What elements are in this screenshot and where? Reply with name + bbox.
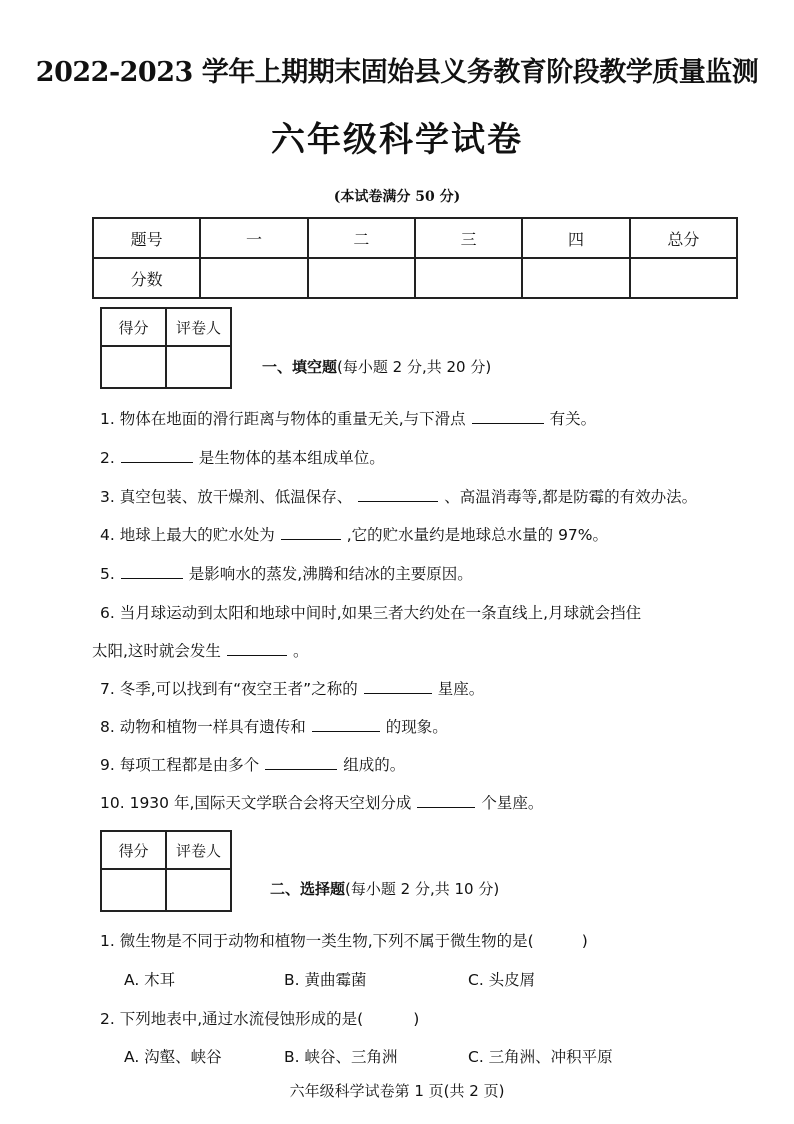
table-header-cell: 四 [522,218,629,258]
question-5 [100,562,473,584]
question-text: 1. 物体在地面的滑行距离与物体的重量无关,与下滑点 [100,410,466,428]
answer-blank[interactable] [312,717,380,732]
question-text: ) [581,932,588,950]
section2-heading [270,878,499,899]
question-8 [100,715,448,737]
grader-name-label: 评卷人 [166,308,231,346]
grader-score-label: 得分 [101,831,166,869]
score-cell[interactable] [630,258,737,298]
choice-option[interactable]: A. 木耳 [124,971,176,989]
grader-score-label: 得分 [101,308,166,346]
question-1 [100,407,596,429]
choice-option[interactable]: C. 三角洲、冲积平原 [468,1048,613,1066]
section1-heading [262,356,491,377]
answer-blank[interactable] [472,409,544,424]
table-header-cell: 二 [308,218,415,258]
question-text: 、高温消毒等,都是防霉的有效办法。 [444,488,698,506]
score-summary-table [92,217,738,299]
grader-score-cell[interactable] [101,346,166,388]
question-text: 星座。 [437,680,485,698]
choice-question-1 [100,929,588,951]
grader-box-section1 [100,307,232,389]
section1-title: 一、填空题 [262,358,338,376]
answer-blank[interactable] [121,448,193,463]
exam-header-title: 2022-2023 学年上期期末固始县义务教育阶段教学质量监测 [35,57,759,88]
question-text: 。 [292,642,309,660]
grader-name-cell[interactable] [166,869,231,911]
answer-blank[interactable] [364,679,432,694]
question-text: ,它的贮水量约是地球总水量的 97%。 [346,526,609,544]
question-9 [100,753,405,775]
question-text: 4. 地球上最大的贮水处为 [100,526,275,544]
section1-note: (每小题 2 分,共 20 分) [337,358,492,376]
table-row-label: 分数 [93,258,200,298]
choice-option[interactable]: A. 沟壑、峡谷 [124,1048,222,1066]
choice-question-2 [100,1007,419,1029]
question-6-line2 [92,639,308,661]
table-header-cell: 总分 [630,218,737,258]
score-cell[interactable] [522,258,629,298]
table-row [93,218,737,258]
question-text: 组成的。 [343,756,406,774]
total-score-note: (本试卷满分 50 分) [333,189,461,205]
grader-name-cell[interactable] [166,346,231,388]
question-text: 的现象。 [385,718,448,736]
answer-blank[interactable] [227,641,287,656]
score-cell[interactable] [308,258,415,298]
question-text: 个星座。 [481,794,544,812]
score-cell[interactable] [200,258,307,298]
question-text: 6. 当月球运动到太阳和地球中间时,如果三者大约处在一条直线上,月球就会挡住 [100,604,642,622]
question-3 [100,485,697,507]
answer-blank[interactable] [358,487,438,502]
question-text: 有关。 [549,410,597,428]
answer-blank[interactable] [121,564,183,579]
question-text: 1. 微生物是不同于动物和植物一类生物,下列不属于微生物的是( [100,932,534,950]
table-header-cell: 题号 [93,218,200,258]
question-text: 是影响水的蒸发,沸腾和结冰的主要原因。 [188,565,473,583]
choice-option[interactable]: C. 头皮屑 [468,971,536,989]
answer-blank[interactable] [265,755,337,770]
exam-subject-title: 六年级科学试卷 [271,120,523,160]
question-text: 10. 1930 年,国际天文学联合会将天空划分成 [100,794,412,812]
grader-score-cell[interactable] [101,869,166,911]
answer-blank[interactable] [417,793,475,808]
question-text: 是生物体的基本组成单位。 [198,449,385,467]
grader-box-section2 [100,830,232,912]
question-text: 5. [100,565,115,583]
choice-option[interactable]: B. 峡谷、三角洲 [284,1048,398,1066]
section2-note: (每小题 2 分,共 10 分) [345,880,500,898]
question-text: 9. 每项工程都是由多个 [100,756,260,774]
question-text: 2. [100,449,115,467]
table-row [93,258,737,298]
table-header-cell: 一 [200,218,307,258]
question-2 [100,446,385,468]
question-text: 太阳,这时就会发生 [92,642,221,660]
question-6-line1 [100,601,641,623]
question-text: 2. 下列地表中,通过水流侵蚀形成的是( [100,1010,364,1028]
answer-blank[interactable] [281,525,341,540]
question-7 [100,677,484,699]
question-text: 3. 真空包装、放干燥剂、低温保存、 [100,488,353,506]
question-4 [100,523,608,545]
question-text: ) [413,1010,420,1028]
grader-name-label: 评卷人 [166,831,231,869]
choice-option[interactable]: B. 黄曲霉菌 [284,971,367,989]
table-header-cell: 三 [415,218,522,258]
question-text: 8. 动物和植物一样具有遗传和 [100,718,306,736]
question-10 [100,791,543,813]
score-cell[interactable] [415,258,522,298]
question-text: 7. 冬季,可以找到有“夜空王者”之称的 [100,680,358,698]
page-footer: 六年级科学试卷第 1 页(共 2 页) [289,1082,505,1100]
section2-title: 二、选择题 [270,880,346,898]
